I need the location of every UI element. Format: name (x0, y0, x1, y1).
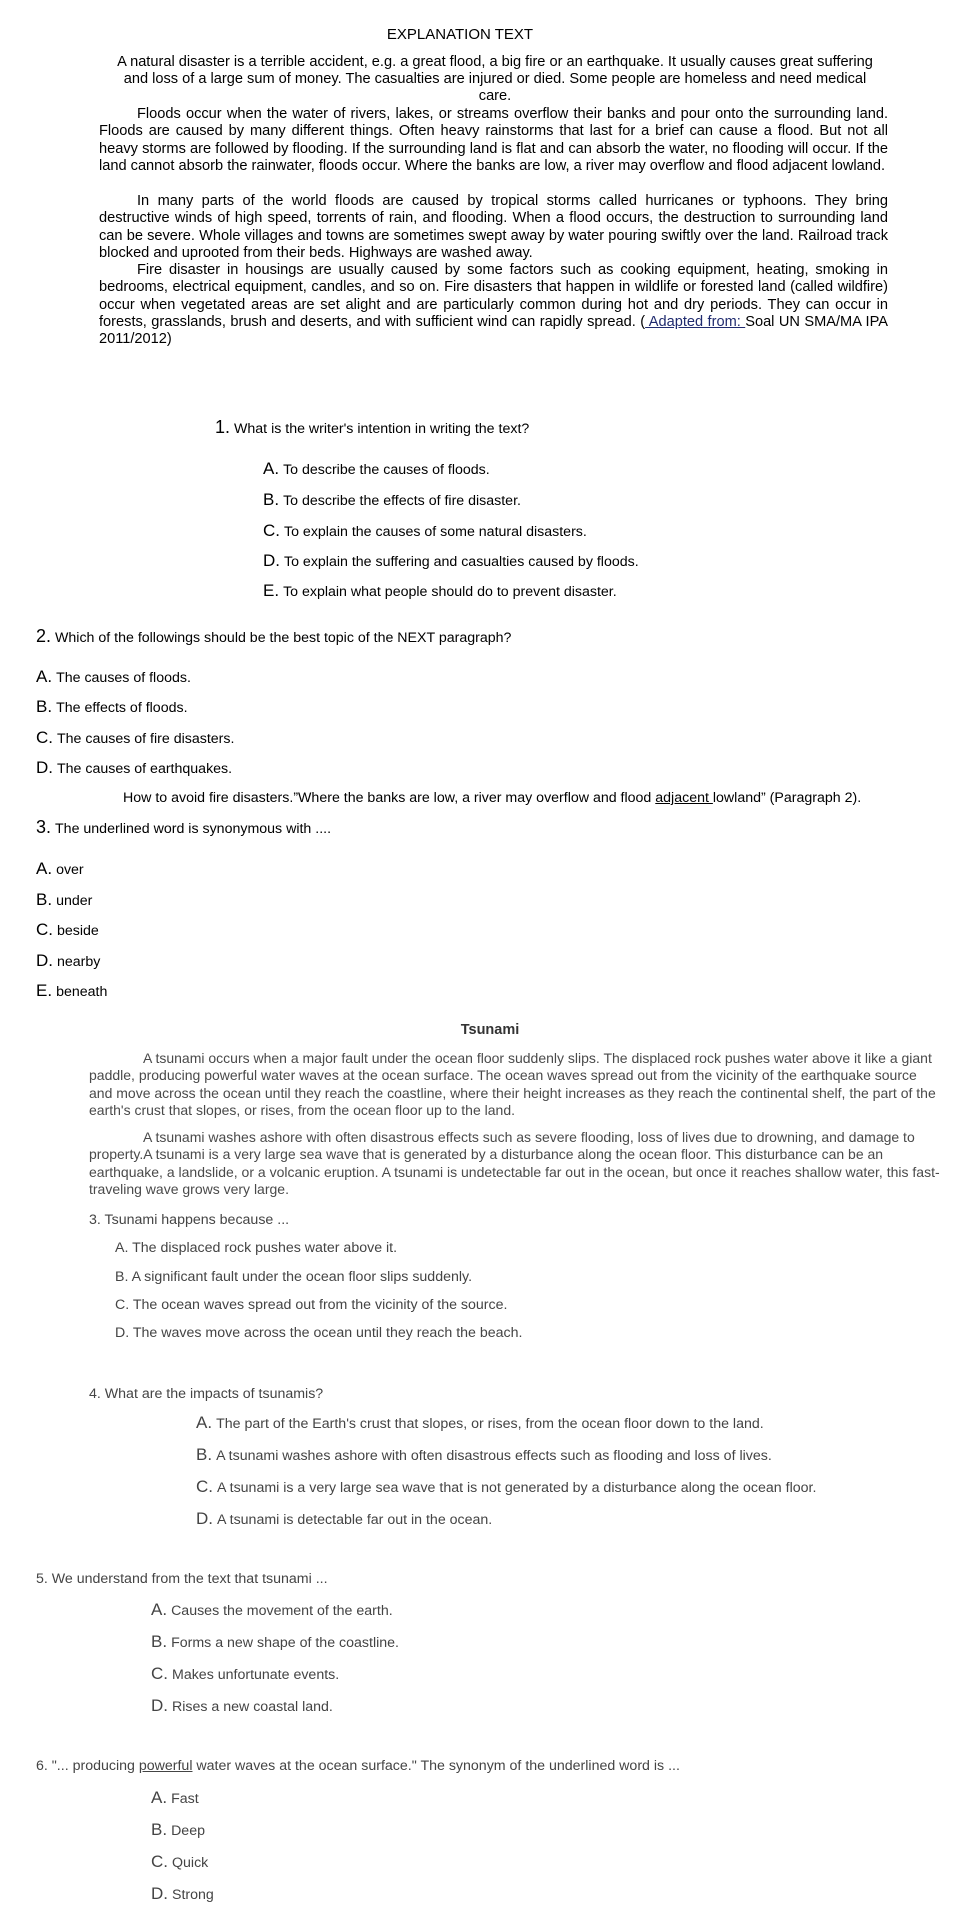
source-link[interactable]: Adapted from: (645, 313, 746, 330)
tq6-option-a[interactable] (151, 1789, 199, 1808)
q1-option-b[interactable] (263, 491, 521, 510)
option-text: To explain what people should do to prevent disaster. (283, 584, 617, 600)
option-text: To describe the causes of floods. (283, 462, 490, 478)
tsunami-paragraph-1 (89, 1050, 944, 1119)
option-text: Fast (171, 1791, 199, 1807)
tq4-option-b[interactable] (196, 1446, 772, 1465)
question-text: What is the writer's intention in writing the text? (234, 421, 530, 437)
question-1 (215, 418, 529, 438)
source-open: ( (640, 313, 646, 330)
option-letter: C. (151, 1852, 168, 1871)
tsunami-question-5: 5. We understand from the text that tsunami ... (36, 1571, 328, 1587)
tq4-option-c[interactable] (196, 1478, 816, 1497)
option-letter: B. (36, 697, 53, 716)
option-text: A tsunami is a very large sea wave that is not generated by a disturbance along the ocean floor. (217, 1480, 817, 1496)
option-letter: A. (151, 1788, 168, 1807)
tq3-option-b[interactable]: B. A significant fault under the ocean floor slips suddenly. (115, 1269, 473, 1285)
paragraph-text: A tsunami occurs when a major fault under the ocean floor suddenly slips. The displaced rock pushes water above it like a giant paddle, producing powerful water waves at the ocean surface. The ocean waves spread out from the vicinity of the earthquake source and move across the ocean until they reach the coastline, where their height increases as they reach the continental shelf, the part of the earth's crust that slopes, or rises, from the ocean floor up to the land. (89, 1050, 936, 1118)
tq6-option-b[interactable] (151, 1821, 205, 1840)
option-text: The effects of floods. (56, 700, 188, 716)
question-number: 2. (36, 626, 52, 646)
paragraph-text: Fire disaster in housings are usually caused by some factors such as cooking equipment, heating, smoking in bedrooms, electrical equipment, candles, and so on. Fire disasters that happen in wildlife or forested land (called wildfire) occur when vegetated areas are set alight and are particularly common during hot and dry periods. They can occur in forests, grasslands, brush and deserts, and with sufficient wind can rapidly spread. (99, 262, 888, 330)
option-letter: D. (151, 1884, 168, 1903)
option-letter: B. (151, 1820, 168, 1839)
option-letter: A. (263, 459, 280, 478)
q3-option-b[interactable] (36, 891, 92, 910)
option-letter: C. (151, 1664, 168, 1683)
q2-option-c[interactable] (36, 729, 234, 748)
underlined-word: powerful (138, 1758, 193, 1774)
tq3-option-c[interactable]: C. The ocean waves spread out from the vicinity of the source. (115, 1297, 508, 1313)
option-text: To explain the causes of some natural disasters. (284, 524, 587, 540)
option-letter: B. (36, 890, 53, 909)
option-text: A tsunami washes ashore with often disastrous effects such as flooding and loss of lives. (216, 1448, 772, 1464)
q3-option-c[interactable] (36, 921, 99, 940)
intro-paragraph: A natural disaster is a terrible accident, e.g. a great flood, a big fire or an earthquake. It usually causes great suffering and loss of a large sum of money. The casualties are injured or died. Some people are homeless and need medical care. (117, 54, 873, 104)
question-text: water waves at the ocean surface." The synonym of the underlined word is ... (192, 1758, 680, 1774)
option-text: Forms a new shape of the coastline. (171, 1635, 399, 1651)
option-letter: E. (263, 581, 280, 600)
option-text: A tsunami is detectable far out in the ocean. (217, 1512, 493, 1528)
q1-option-d[interactable] (263, 552, 639, 571)
option-text: beneath (56, 984, 108, 1000)
q2-option-b[interactable] (36, 698, 188, 717)
option-text: The causes of floods. (56, 670, 191, 686)
tq5-option-d[interactable] (151, 1697, 333, 1716)
option-letter: A. (151, 1600, 168, 1619)
extra-text: How to avoid fire disasters.”Where the banks are low, a river may overflow and flood (123, 790, 656, 806)
q2-extra-line (123, 789, 861, 807)
q1-option-e[interactable] (263, 582, 617, 601)
option-text: The part of the Earth's crust that slopes, or rises, from the ocean floor down to the land. (216, 1416, 764, 1432)
tq4-option-d[interactable] (196, 1510, 492, 1529)
option-letter: C. (36, 728, 53, 747)
q3-option-d[interactable] (36, 952, 100, 971)
option-text: The causes of fire disasters. (57, 731, 235, 747)
option-text: To describe the effects of fire disaster. (283, 493, 521, 509)
q2-option-d[interactable] (36, 759, 232, 778)
question-number: 3. (36, 817, 52, 837)
option-text: nearby (57, 954, 101, 970)
source-text: Soal UN SMA/MA IPA 2011/2012) (99, 313, 888, 348)
extra-text: lowland” (Paragraph 2). (712, 790, 862, 806)
question-text: 6. "... producing (36, 1758, 139, 1774)
tq6-option-d[interactable] (151, 1885, 214, 1904)
option-letter: C. (196, 1477, 213, 1496)
tsunami-title: Tsunami (460, 1022, 520, 1038)
page-title: EXPLANATION TEXT (386, 26, 534, 43)
tq4-option-a[interactable] (196, 1414, 764, 1433)
q3-option-e[interactable] (36, 982, 107, 1001)
paragraph-fire (99, 262, 888, 348)
tsunami-question-6 (36, 1757, 680, 1775)
option-text: under (56, 893, 93, 909)
option-letter: C. (36, 920, 53, 939)
tq6-option-c[interactable] (151, 1853, 208, 1872)
paragraph-typhoons (99, 193, 888, 262)
option-letter: B. (151, 1632, 168, 1651)
paragraph-text: In many parts of the world floods are caused by tropical storms called hurricanes or typhoons. They bring destructive winds of high speed, torrents of rain, and flooding. When a flood occurs, the destruction to surrounding land can be severe. Whole villages and towns are sometimes swept away by water pouring swiftly over the land. Railroad track blocked and uprooted from their beds. Highways are washed away. (99, 193, 888, 261)
paragraph-floods (99, 106, 888, 175)
option-letter: D. (151, 1696, 168, 1715)
tq5-option-a[interactable] (151, 1601, 393, 1620)
option-letter: A. (196, 1413, 213, 1432)
option-text: To explain the suffering and casualties caused by floods. (284, 554, 639, 570)
option-letter: B. (196, 1445, 213, 1464)
option-letter: A. (36, 667, 53, 686)
question-text: The underlined word is synonymous with .... (55, 821, 332, 837)
question-2 (36, 627, 511, 647)
q2-option-a[interactable] (36, 668, 191, 687)
option-letter: B. (263, 490, 280, 509)
option-text: Deep (171, 1823, 205, 1839)
q3-option-a[interactable] (36, 860, 84, 879)
tq5-option-c[interactable] (151, 1665, 339, 1684)
q1-option-c[interactable] (263, 522, 587, 541)
option-text: Makes unfortunate events. (172, 1667, 340, 1683)
q1-option-a[interactable] (263, 460, 490, 479)
option-text: Quick (172, 1855, 209, 1871)
option-letter: A. (36, 859, 53, 878)
paragraph-text: A tsunami washes ashore with often disastrous effects such as severe flooding, loss of lives due to drowning, and damage to property.A tsunami is a very large sea wave that is generated by a disturbance along the ocean floor. This disturbance can be an earthquake, a landslide, or a volcanic eruption. A tsunami is undetectable far out in the ocean, but once it reaches shallow water, this fast-traveling wave grows very large. (89, 1129, 940, 1197)
tsunami-question-4: 4. What are the impacts of tsunamis? (89, 1386, 324, 1402)
option-letter: C. (263, 521, 280, 540)
tsunami-question-3: 3. Tsunami happens because ... (89, 1212, 290, 1228)
question-number: 1. (215, 417, 231, 437)
option-letter: E. (36, 981, 53, 1000)
option-text: Rises a new coastal land. (172, 1699, 333, 1715)
underlined-word: adjacent (655, 790, 713, 806)
option-letter: D. (36, 758, 53, 777)
question-text: Which of the followings should be the best topic of the NEXT paragraph? (55, 630, 512, 646)
option-text: beside (57, 923, 99, 939)
tq5-option-b[interactable] (151, 1633, 399, 1652)
tq3-option-d[interactable]: D. The waves move across the ocean until they reach the beach. (115, 1325, 523, 1341)
option-letter: D. (263, 551, 280, 570)
tq3-option-a[interactable]: A. The displaced rock pushes water above it. (115, 1240, 398, 1256)
option-text: over (56, 862, 84, 878)
paragraph-text: Floods occur when the water of rivers, lakes, or streams overflow their banks and pour onto the surrounding land. Floods are caused by many different things. Often heavy rainstorms that last for a brief can cause a flood. But not all heavy storms are followed by flooding. If the surrounding land is flat and can absorb the water, no flooding will occur. If the land cannot absorb the rainwater, floods occur. Where the banks are low, a river may overflow and flood adjacent lowland. (99, 106, 888, 174)
option-letter: D. (196, 1509, 213, 1528)
option-text: The causes of earthquakes. (57, 761, 233, 777)
tsunami-paragraph-2 (89, 1129, 944, 1198)
option-text: Strong (172, 1887, 214, 1903)
option-letter: D. (36, 951, 53, 970)
question-3 (36, 818, 331, 838)
option-text: Causes the movement of the earth. (171, 1603, 393, 1619)
